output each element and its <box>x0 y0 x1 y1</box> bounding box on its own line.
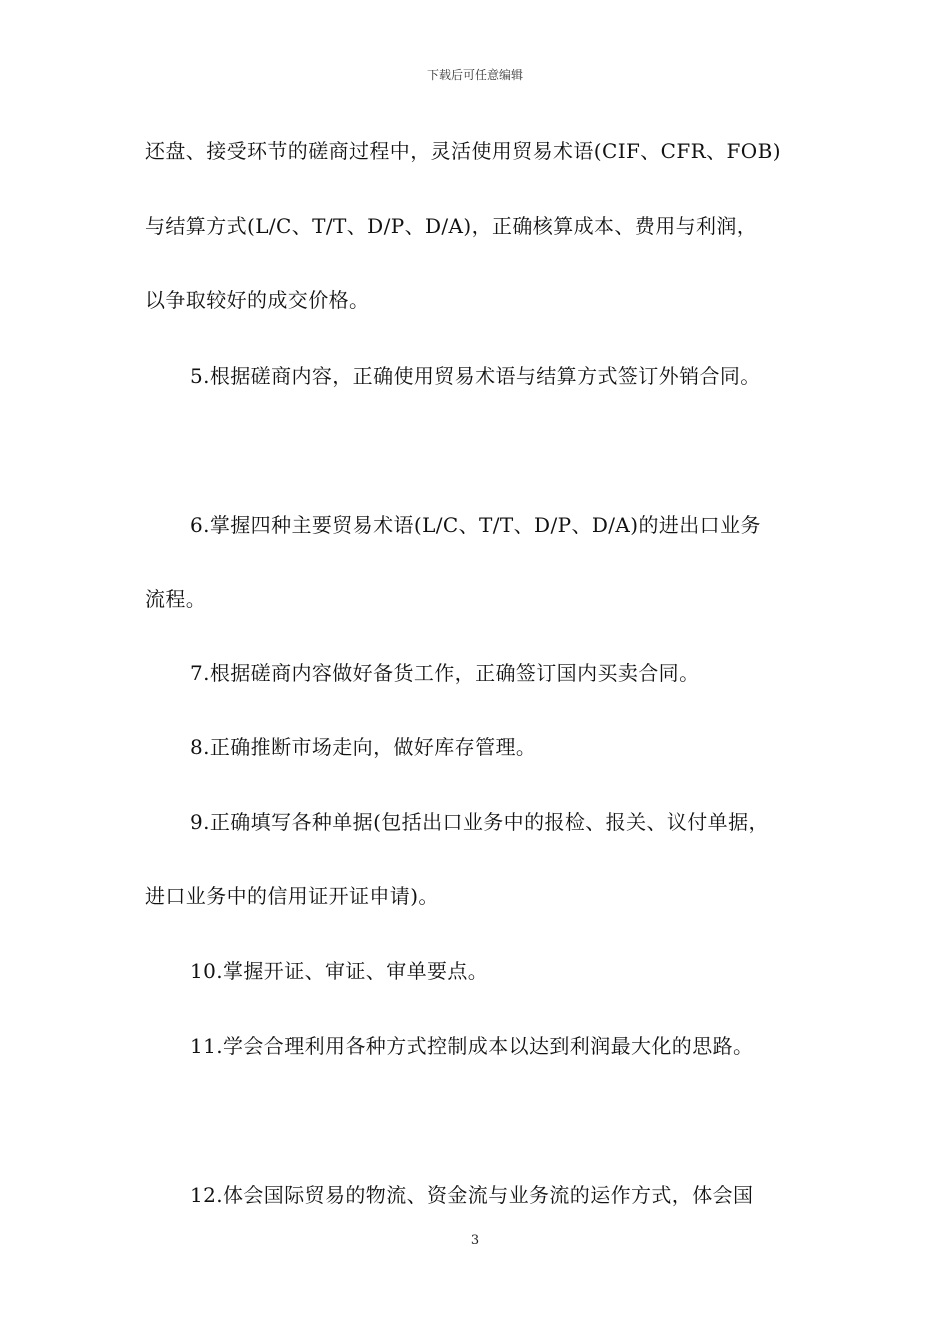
page-number: 3 <box>470 1233 480 1248</box>
list-item-5: 5.根据磋商内容，正确使用贸易术语与结算方式签订外销合同。 <box>190 364 761 388</box>
paragraph-line: 进口业务中的信用证开证申请)。 <box>145 884 439 908</box>
list-item-7: 7.根据磋商内容做好备货工作，正确签订国内买卖合同。 <box>190 661 700 685</box>
paragraph-line: 以争取较好的成交价格。 <box>145 288 370 312</box>
list-item-6: 6.掌握四种主要贸易术语(L/C、T/T、D/P、D/A)的进出口业务 <box>190 513 761 537</box>
page-header: 下载后可任意编辑 <box>426 68 523 82</box>
list-item-12: 12.体会国际贸易的物流、资金流与业务流的运作方式，体会国 <box>190 1183 754 1207</box>
list-item-11: 11.学会合理利用各种方式控制成本以达到利润最大化的思路。 <box>190 1034 754 1058</box>
list-item-9: 9.正确填写各种单据(包括出口业务中的报检、报关、议付单据， <box>190 810 769 834</box>
list-item-10: 10.掌握开证、审证、审单要点。 <box>190 959 489 983</box>
paragraph-line: 流程。 <box>145 587 207 611</box>
paragraph-line: 与结算方式(L/C、T/T、D/P、D/A)，正确核算成本、费用与利润， <box>145 214 758 238</box>
paragraph-line: 还盘、接受环节的磋商过程中，灵活使用贸易术语(CIF、CFR、FOB) <box>145 139 781 163</box>
list-item-8: 8.正确推断市场走向，做好库存管理。 <box>190 735 537 759</box>
